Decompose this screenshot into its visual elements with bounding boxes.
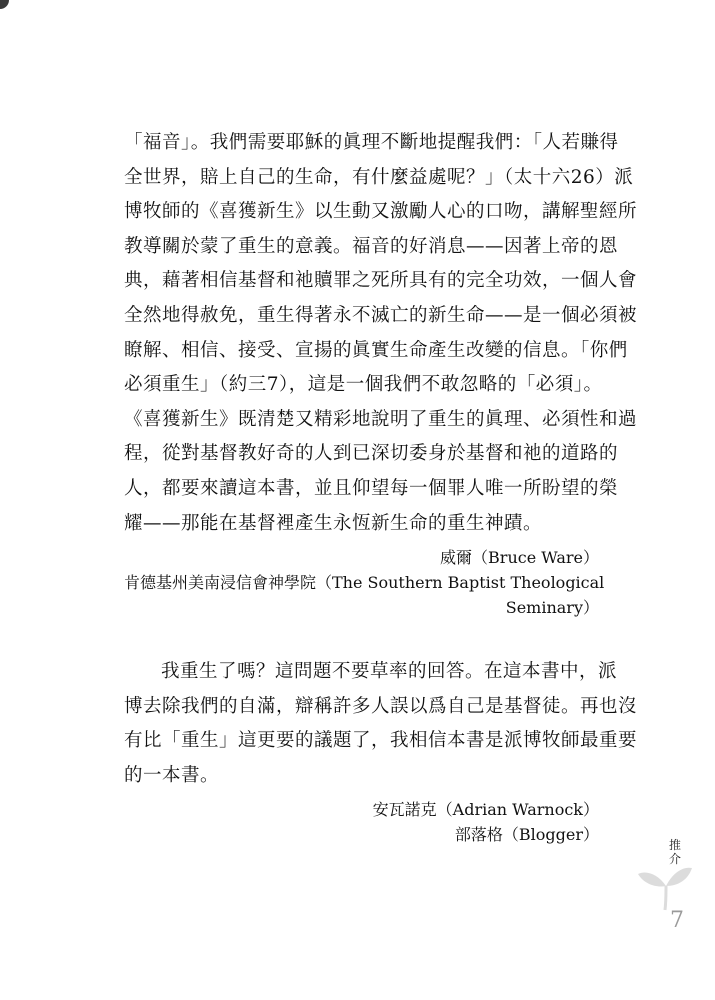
leaf-icon [636,852,696,912]
page-number: 7 [670,908,684,933]
text-line: 博去除我們的自滿，辯稱許多人誤以爲自己是基督徒。再也沒 [124,695,638,717]
text-line: 教導關於蒙了重生的意義。福音的好消息——因著上帝的恩 [124,235,619,257]
endorser-name: 威爾（Bruce Ware） [440,548,599,567]
endorsement-paragraph-1 [124,126,638,541]
section-tab-char: 推 [668,838,681,852]
attribution-2 [124,797,599,847]
text-line: 瞭解、相信、接受、宣揚的眞實生命產生改變的信息。「你們 [124,339,628,361]
text-line: 「福音」。我們需要耶穌的眞理不斷地提醒我們：「人若賺得 [124,132,619,153]
text-line: 有比「重生」這更要的議題了，我相信本書是派博牧師最重要 [124,730,638,752]
text-line: 我重生了嗎？這問題不要草率的回答。在這本書中，派 [161,661,618,682]
text-line: 博牧師的《喜獲新生》以生動又激勵人心的口吻，講解聖經所 [124,201,638,223]
text-line: 耀——那能在基督裡產生永恆新生命的重生神蹟。 [124,512,543,534]
text-line: 的一本書。 [124,764,220,786]
endorser-affiliation: 肯德基州美南浸信會神學院（The Southern Baptist Theological [124,573,605,592]
section-tab-char: 介 [668,852,681,866]
endorser-role: 部落格（Blogger） [454,825,599,844]
text-line: 必須重生」（約三7），這是一個我們不敢忽略的「必須」。 [124,374,603,396]
text-line: 全世界，賠上自己的生命，有什麼益處呢？」（太十六26）派 [124,166,634,188]
endorsement-paragraph-2 [124,655,638,793]
endorser-name: 安瓦諾克（Adrian Warnock） [372,800,599,819]
endorser-affiliation-continued: Seminary） [505,598,599,617]
text-line: 全然地得赦免，重生得著永不滅亡的新生命——是一個必須被 [124,304,638,326]
attribution-1 [124,545,605,620]
text-line: 典，藉著相信基督和祂贖罪之死所具有的完全功效，一個人會 [124,270,638,292]
text-line: 程，從對基督教好奇的人到已深切委身於基督和祂的道路的 [124,443,619,465]
corner-mark [0,0,9,9]
text-line: 《喜獲新生》既清楚又精彩地說明了重生的眞理、必須性和過 [124,408,638,430]
text-line: 人，都要來讀這本書，並且仰望每一個罪人唯一所盼望的榮 [124,477,619,499]
